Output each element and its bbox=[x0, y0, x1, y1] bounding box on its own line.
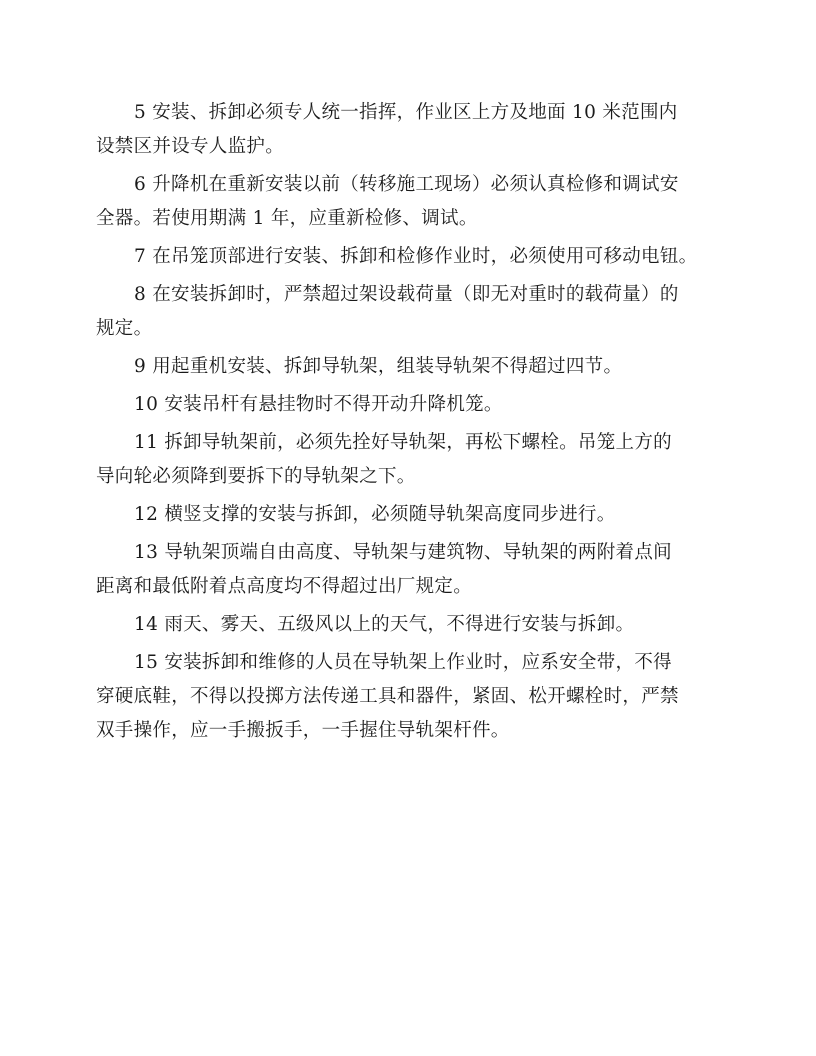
paragraph-line: 11 拆卸导轨架前，必须先拴好导轨架，再松下螺栓。吊笼上方的 bbox=[134, 432, 672, 453]
paragraph-line: 12 横竖支撑的安装与拆卸，必须随导轨架高度同步进行。 bbox=[134, 504, 616, 525]
paragraph-line: 导向轮必须降到要拆下的导轨架之下。 bbox=[96, 466, 416, 487]
paragraph-line: 规定。 bbox=[96, 318, 153, 339]
paragraph-line: 9 用起重机安装、拆卸导轨架，组装导轨架不得超过四节。 bbox=[134, 356, 623, 377]
paragraph-item-13 bbox=[96, 536, 736, 604]
paragraph-line: 6 升降机在重新安装以前（转移施工现场）必须认真检修和调试安 bbox=[134, 174, 679, 195]
paragraph-item-8 bbox=[96, 278, 736, 346]
paragraph-line: 13 导轨架顶端自由高度、导轨架与建筑物、导轨架的两附着点间 bbox=[134, 542, 672, 563]
paragraph-item-11 bbox=[96, 426, 736, 494]
paragraph-line: 穿硬底鞋，不得以投掷方法传递工具和器件，紧固、松开螺栓时，严禁 bbox=[96, 686, 679, 707]
paragraph-line: 7 在吊笼顶部进行安装、拆卸和检修作业时，必须使用可移动电钮。 bbox=[134, 246, 698, 267]
paragraph-line: 双手操作，应一手搬扳手，一手握住导轨架杆件。 bbox=[96, 720, 510, 741]
paragraph-line: 5 安装、拆卸必须专人统一指挥，作业区上方及地面 10 米范围内 bbox=[134, 102, 678, 123]
paragraph-item-12 bbox=[96, 498, 736, 532]
paragraph-item-7 bbox=[96, 240, 736, 274]
paragraph-item-5 bbox=[96, 96, 736, 164]
paragraph-line: 10 安装吊杆有悬挂物时不得开动升降机笼。 bbox=[134, 394, 503, 415]
paragraph-line: 设禁区并设专人监护。 bbox=[96, 136, 285, 157]
paragraph-line: 全器。若使用期满 1 年，应重新检修、调试。 bbox=[96, 208, 478, 229]
document-page bbox=[96, 96, 736, 752]
paragraph-item-14 bbox=[96, 608, 736, 642]
paragraph-line: 15 安装拆卸和维修的人员在导轨架上作业时，应系安全带，不得 bbox=[134, 652, 672, 673]
paragraph-line: 14 雨天、雾天、五级风以上的天气，不得进行安装与拆卸。 bbox=[134, 614, 635, 635]
paragraph-item-6 bbox=[96, 168, 736, 236]
paragraph-line: 距离和最低附着点高度均不得超过出厂规定。 bbox=[96, 576, 473, 597]
paragraph-line: 8 在安装拆卸时，严禁超过架设载荷量（即无对重时的载荷量）的 bbox=[134, 284, 679, 305]
paragraph-item-15 bbox=[96, 646, 736, 748]
paragraph-item-10 bbox=[96, 388, 736, 422]
paragraph-item-9 bbox=[96, 350, 736, 384]
